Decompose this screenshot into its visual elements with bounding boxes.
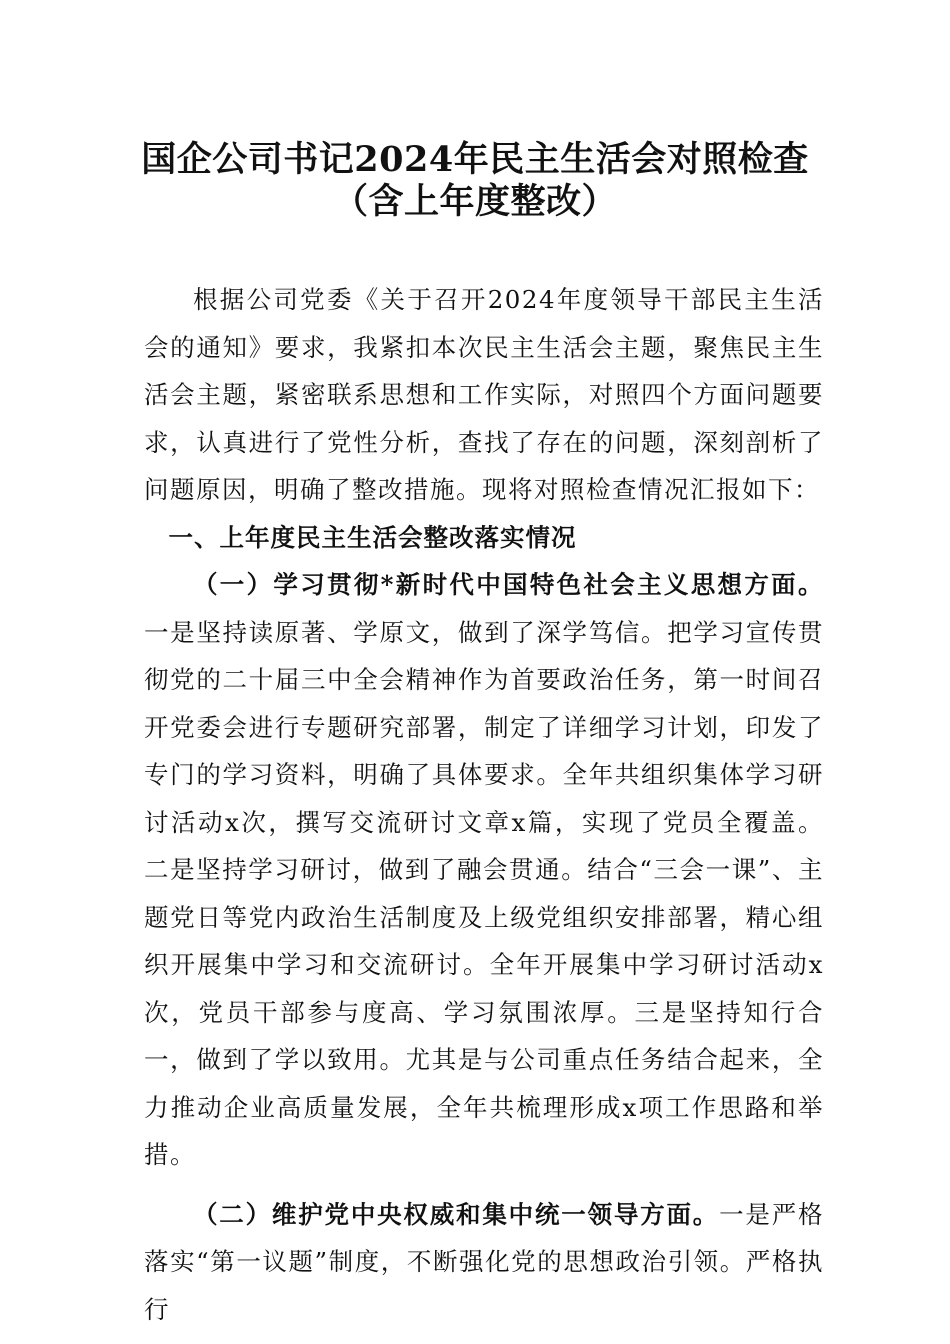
section-heading: 一、上年度民主生活会整改落实情况 xyxy=(168,522,577,552)
document-body xyxy=(144,276,824,1333)
document-subtitle: （含上年度整改） xyxy=(332,181,617,222)
subsection-heading-1: （一）学习贯彻*新时代中国特色社会主义思想方面。 xyxy=(193,570,824,599)
subsection-body-2: 一是严格落实“第一议题”制度，不断强化党的思想政治引领。严格执行 xyxy=(144,1199,825,1324)
subsection-paragraph-2 xyxy=(144,1191,824,1334)
intro-paragraph: 根据公司党委《关于召开2024年度领导干部民主生活会的通知》要求，我紧扣本次民主生活会主题，聚焦民主生活会主题，紧密联系思想和工作实际，对照四个方面问题要求，认真进行了党性分析，查找了存在的问题，深刻剖析了问题原因，明确了整改措施。现将对照检查情况汇报如下： xyxy=(144,285,824,504)
subsection-paragraph-1 xyxy=(144,561,824,1179)
document-title: 国企公司书记2024年民主生活会对照检查 xyxy=(141,139,809,180)
subsection-heading-2: （二）维护党中央权威和集中统一领导方面。 xyxy=(193,1199,720,1229)
subsection-body-1: 一是坚持读原著、学原文，做到了深学笃信。把学习宣传贯彻党的二十届三中全会精神作为首要政治任务，第一时间召开党委会进行专题研究部署，制定了详细学习计划，印发了专门的学习资料，明确了具体要求。全年共组织集体学习研讨活动x次，撰写交流研讨文章x篇，实现了党员全覆盖。二是坚持学习研讨，做到了融会贯通。结合“三会一课”、主题党日等党内政治生活制度及上级党组织安排部署，精心组织开展集中学习和交流研讨。全年开展集中学习研讨活动x次，党员干部参与度高、学习氛围浓厚。三是坚持知行合一，做到了学以致用。尤其是与公司重点任务结合起来，全力推动企业高质量发展，全年共梳理形成x项工作思路和举措。 xyxy=(144,617,824,1169)
